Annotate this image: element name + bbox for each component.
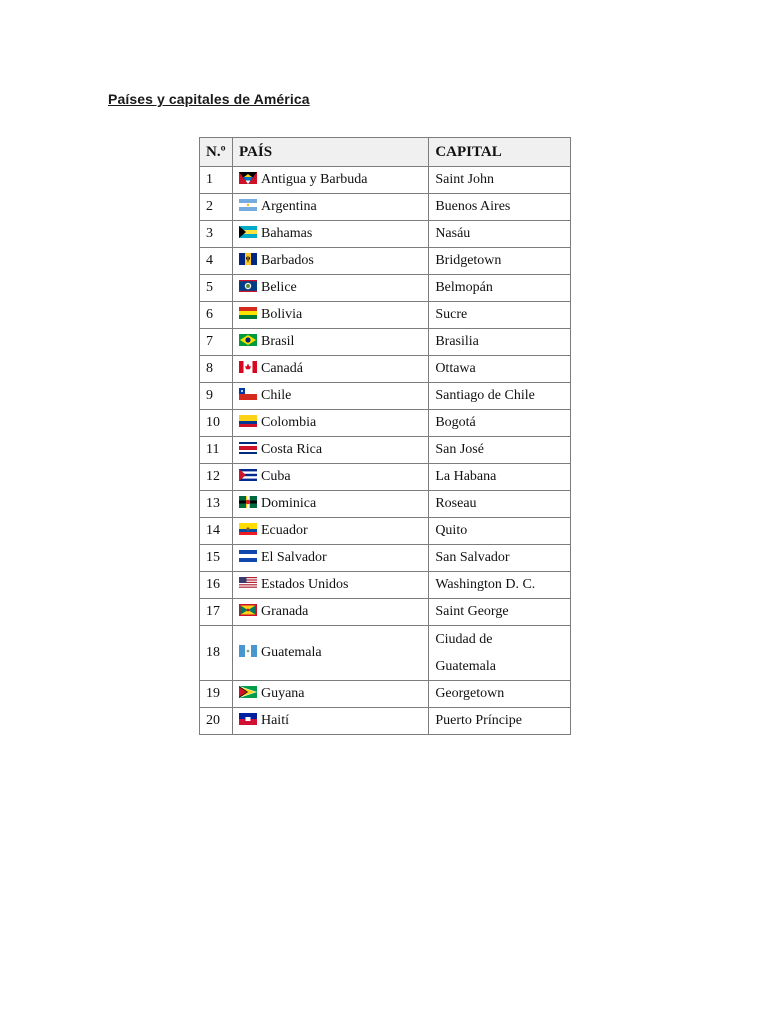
table-row [200, 437, 571, 464]
table-row [200, 221, 571, 248]
country-name: Estados Unidos [260, 577, 349, 592]
row-capital: San José [429, 437, 571, 464]
row-number: 5 [200, 275, 233, 302]
row-number: 7 [200, 329, 233, 356]
row-country [232, 708, 428, 735]
colombia-flag-icon [239, 415, 257, 427]
table-row [200, 626, 571, 681]
document-title: Países y capitales de América [108, 91, 310, 107]
table-row [200, 275, 571, 302]
row-country [232, 356, 428, 383]
row-capital: San Salvador [429, 545, 571, 572]
country-name: Argentina [260, 199, 317, 214]
row-country [232, 437, 428, 464]
row-number: 4 [200, 248, 233, 275]
country-name: Bahamas [260, 226, 313, 241]
row-number: 19 [200, 681, 233, 708]
table-row [200, 708, 571, 735]
bahamas-flag-icon [239, 226, 257, 238]
country-name: Guatemala [260, 645, 322, 660]
row-number: 6 [200, 302, 233, 329]
row-number: 16 [200, 572, 233, 599]
table-row [200, 356, 571, 383]
row-capital: Sucre [429, 302, 571, 329]
header-number: N.º [200, 138, 233, 167]
row-number: 11 [200, 437, 233, 464]
header-capital: CAPITAL [429, 138, 571, 167]
country-name: Guyana [260, 686, 305, 701]
row-capital: Belmopán [429, 275, 571, 302]
row-number: 15 [200, 545, 233, 572]
country-name: Antigua y Barbuda [260, 172, 368, 187]
row-country [232, 572, 428, 599]
countries-table [199, 137, 571, 735]
country-name: Granada [260, 604, 309, 619]
row-country [232, 383, 428, 410]
row-country [232, 518, 428, 545]
capital-line-1: Ciudad de [435, 632, 493, 647]
table-header-row [200, 138, 571, 167]
table-row [200, 518, 571, 545]
table-row [200, 302, 571, 329]
row-capital: Santiago de Chile [429, 383, 571, 410]
table-row [200, 545, 571, 572]
dominica-flag-icon [239, 496, 257, 508]
grenada-flag-icon [239, 604, 257, 616]
row-country [232, 302, 428, 329]
row-capital: Washington D. C. [429, 572, 571, 599]
table-row [200, 383, 571, 410]
table-row [200, 599, 571, 626]
country-name: Canadá [260, 361, 303, 376]
row-number: 3 [200, 221, 233, 248]
table-row [200, 491, 571, 518]
row-country [232, 248, 428, 275]
el-salvador-flag-icon [239, 550, 257, 562]
row-number: 20 [200, 708, 233, 735]
usa-flag-icon [239, 577, 257, 589]
country-name: Costa Rica [260, 442, 323, 457]
costa-rica-flag-icon [239, 442, 257, 454]
row-capital: Buenos Aires [429, 194, 571, 221]
haiti-flag-icon [239, 713, 257, 725]
row-capital: Roseau [429, 491, 571, 518]
country-name: Colombia [260, 415, 317, 430]
row-capital: Puerto Príncipe [429, 708, 571, 735]
brazil-flag-icon [239, 334, 257, 346]
table-row [200, 410, 571, 437]
row-country [232, 491, 428, 518]
guyana-flag-icon [239, 686, 257, 698]
table-row [200, 681, 571, 708]
row-number: 17 [200, 599, 233, 626]
antigua-flag-icon [239, 172, 257, 184]
row-number: 10 [200, 410, 233, 437]
row-number: 9 [200, 383, 233, 410]
belize-flag-icon [239, 280, 257, 292]
row-number: 2 [200, 194, 233, 221]
canada-flag-icon [239, 361, 257, 373]
country-name: Belice [260, 280, 297, 295]
row-capital: Nasáu [429, 221, 571, 248]
barbados-flag-icon [239, 253, 257, 265]
country-name: Cuba [260, 469, 291, 484]
row-country [232, 626, 428, 681]
country-name: Dominica [260, 496, 317, 511]
row-number: 8 [200, 356, 233, 383]
row-capital: La Habana [429, 464, 571, 491]
country-name: El Salvador [260, 550, 327, 565]
country-name: Ecuador [260, 523, 308, 538]
table-row [200, 572, 571, 599]
row-country [232, 410, 428, 437]
row-capital: Bridgetown [429, 248, 571, 275]
row-country [232, 221, 428, 248]
row-number: 12 [200, 464, 233, 491]
table-row [200, 248, 571, 275]
table-row [200, 464, 571, 491]
country-name: Barbados [260, 253, 314, 268]
row-capital: Saint John [429, 167, 571, 194]
country-name: Haití [260, 713, 289, 728]
row-country [232, 681, 428, 708]
header-country: PAÍS [232, 138, 428, 167]
row-number: 18 [200, 626, 233, 681]
table-row [200, 329, 571, 356]
row-capital: Saint George [429, 599, 571, 626]
row-country [232, 329, 428, 356]
row-country [232, 464, 428, 491]
row-number: 13 [200, 491, 233, 518]
row-capital: Georgetown [429, 681, 571, 708]
cuba-flag-icon [239, 469, 257, 481]
row-number: 14 [200, 518, 233, 545]
country-name: Chile [260, 388, 292, 403]
row-capital [429, 626, 571, 681]
ecuador-flag-icon [239, 523, 257, 535]
row-capital: Bogotá [429, 410, 571, 437]
row-capital: Ottawa [429, 356, 571, 383]
row-number: 1 [200, 167, 233, 194]
country-name: Bolivia [260, 307, 303, 322]
table-row [200, 194, 571, 221]
row-capital: Brasilia [429, 329, 571, 356]
row-country [232, 599, 428, 626]
country-name: Brasil [260, 334, 295, 349]
row-country [232, 275, 428, 302]
table-row [200, 167, 571, 194]
row-country [232, 194, 428, 221]
row-capital: Quito [429, 518, 571, 545]
row-country [232, 545, 428, 572]
row-country [232, 167, 428, 194]
guatemala-flag-icon [239, 645, 257, 657]
chile-flag-icon [239, 388, 257, 400]
bolivia-flag-icon [239, 307, 257, 319]
argentina-flag-icon [239, 199, 257, 211]
capital-line-2: Guatemala [435, 659, 496, 674]
